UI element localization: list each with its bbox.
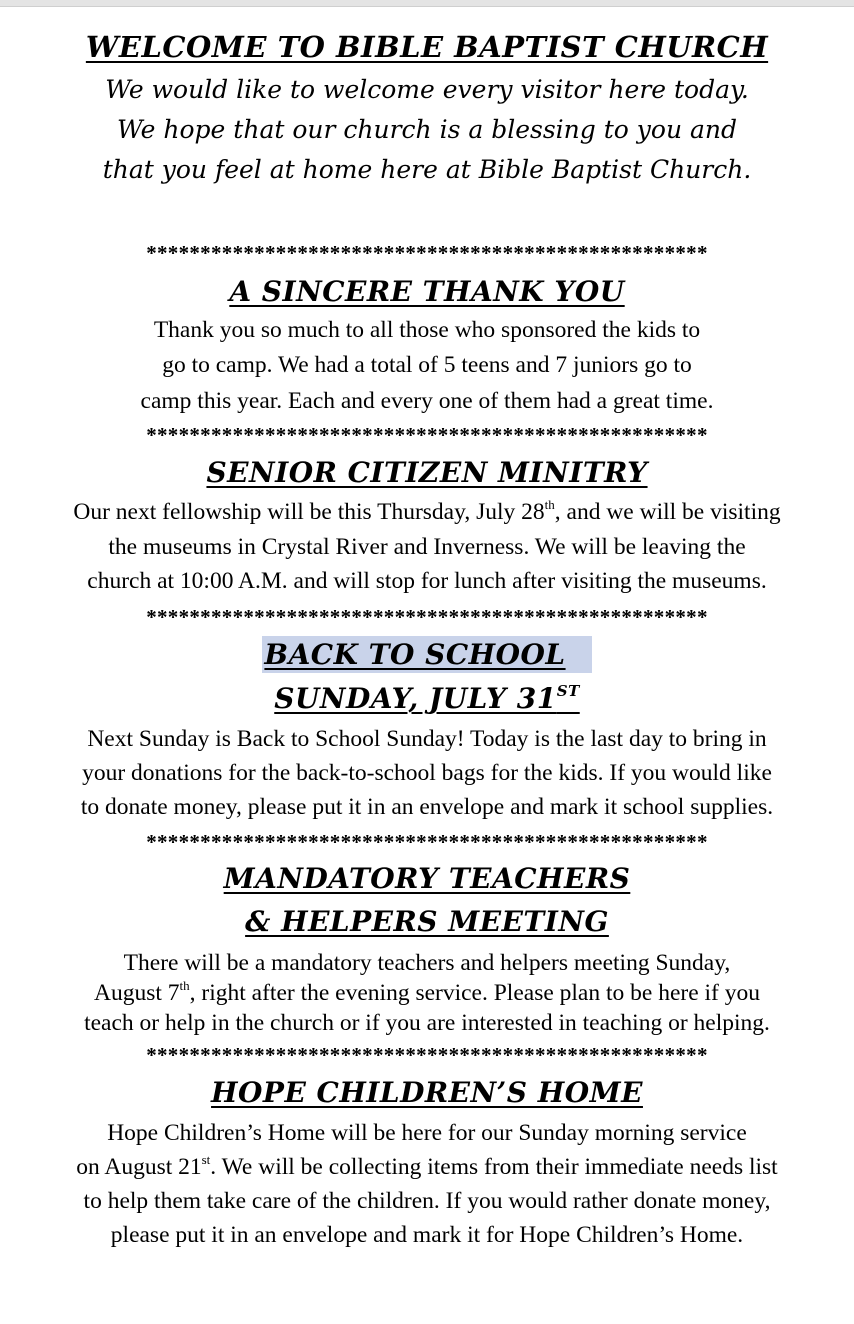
teachers-line-2 [0,980,854,1007]
hope-line-1: Hope Children’s Home will be here for our Sunday morning service [107,1120,747,1146]
hope-line-2-ordinal: st [201,1152,211,1167]
teachers-line-3: teach or help in the church or if you are interested in teaching or helping. [84,1010,770,1036]
welcome-heading: WELCOME TO BIBLE BAPTIST CHURCH [85,30,769,64]
window-top-bar [0,0,854,7]
thank-you-line-3: camp this year. Each and every one of them had a great time. [140,388,714,414]
welcome-line-3: that you feel at home here at Bible Baptist Church. [102,155,752,184]
back-to-school-date [0,682,854,715]
back-to-school-heading [0,638,854,671]
teachers-line-2-ordinal: th [179,978,190,993]
teachers-heading-1: MANDATORY TEACHERS [223,862,631,895]
separator: **************************************************** [146,243,708,261]
senior-line-1-text: Our next fellowship will be this Thursday, July 28 [73,499,545,525]
senior-line-3: church at 10:00 A.M. and will stop for lunch after visiting the museums. [87,568,767,594]
senior-line-1 [0,499,854,526]
senior-line-1-ordinal: th [544,497,555,512]
teachers-line-2-tail: , right after the evening service. Please plan to be here if you [189,980,760,1006]
hope-line-2 [0,1154,854,1181]
teachers-heading-2: & HELPERS MEETING [245,905,609,938]
back-to-school-line-3: to donate money, please put it in an envelope and mark it school supplies. [80,794,774,820]
teachers-line-2-text: August 7 [94,980,180,1006]
separator: **************************************************** [146,607,708,625]
thank-you-heading: A SINCERE THANK YOU [229,275,625,308]
hope-line-2-text: on August 21 [76,1154,202,1180]
senior-line-2: the museums in Crystal River and Inverness. We will be leaving the [108,534,746,560]
back-to-school-line-2: your donations for the back-to-school bags for the kids. If you would like [82,760,772,786]
hope-heading: HOPE CHILDREN’S HOME [211,1076,643,1109]
back-to-school-line-1: Next Sunday is Back to School Sunday! Today is the last day to bring in [87,726,767,752]
teachers-line-1: There will be a mandatory teachers and helpers meeting Sunday, [123,950,731,976]
back-to-school-date-ordinal: ST [556,682,580,700]
highlighted-selection[interactable]: BACK TO SCHOOL [262,636,591,673]
thank-you-line-1: Thank you so much to all those who sponsored the kids to [153,317,701,343]
hope-line-4: please put it in an envelope and mark it for Hope Children’s Home. [110,1222,744,1248]
separator: **************************************************** [146,1045,708,1063]
separator: **************************************************** [146,832,708,850]
senior-heading: SENIOR CITIZEN MINITRY [206,456,648,489]
welcome-line-1: We would like to welcome every visitor here today. [105,75,749,104]
separator: **************************************************** [146,425,708,443]
senior-line-1-tail: , and we will be visiting [554,499,781,525]
thank-you-line-2: go to camp. We had a total of 5 teens and 7 juniors go to [162,352,692,378]
hope-line-2-tail: . We will be collecting items from their immediate needs list [210,1154,778,1180]
welcome-line-2: We hope that our church is a blessing to you and [117,115,737,144]
hope-line-3: to help them take care of the children. If you would rather donate money, [83,1188,771,1214]
back-to-school-date-text: SUNDAY, JULY 31 [274,682,557,715]
